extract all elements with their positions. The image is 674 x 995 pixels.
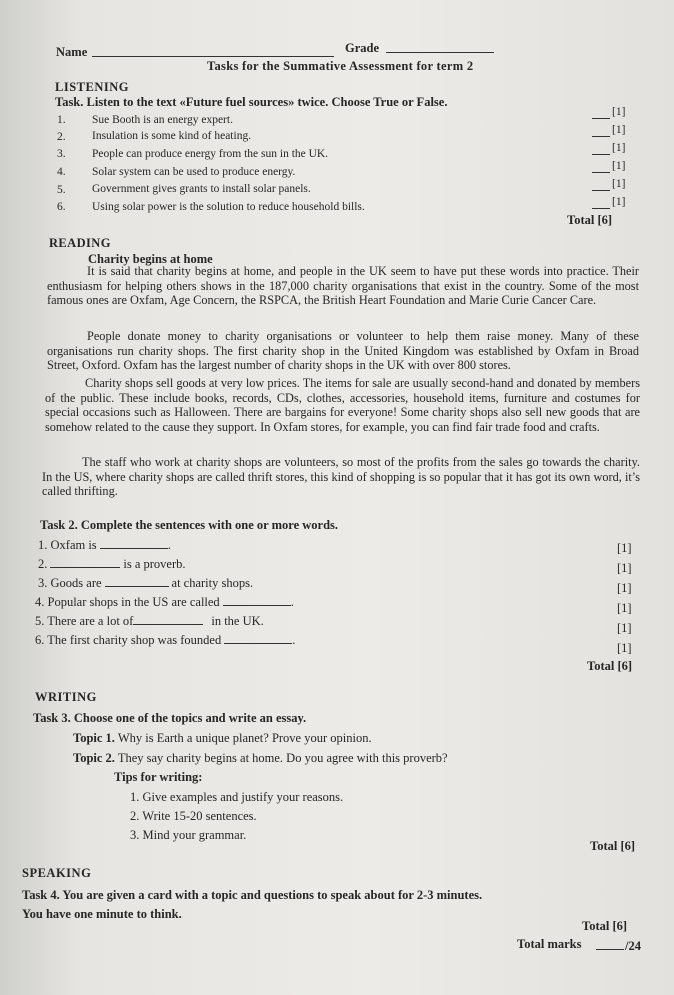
item-number: 2. bbox=[57, 131, 66, 143]
reading-paragraph: People donate money to charity organisations or volunteer to help them raise money. Many of these organisations run charity shops. The first charity shop in the United Kingdom was established by Oxfam in Broad Street, Oxford. Oxfam has the largest number of charity shops in the UK with over 800 stores. bbox=[47, 329, 639, 373]
task2-item: 1. Oxfam is . bbox=[38, 538, 171, 552]
tip-item: 1. Give examples and justify your reasons. bbox=[130, 790, 344, 804]
item-number: 4. bbox=[57, 166, 66, 178]
answer-blank[interactable] bbox=[133, 615, 203, 625]
name-field[interactable] bbox=[92, 44, 334, 57]
speaking-total: Total [6] bbox=[582, 919, 628, 933]
task2-item: 6. The first charity shop was founded . bbox=[35, 633, 296, 647]
answer-blank[interactable] bbox=[592, 142, 610, 155]
writing-task: Task 3. Choose one of the topics and write an essay. bbox=[33, 711, 307, 725]
reading-paragraph: Charity shops sell goods at very low prices. The items for sale are usually second-hand and donated by members of the public. These include books, records, CDs, clothes, accessories, household items, furniture and costumes for special occasions such as Halloween. There are bargains for everyone! Some charity shops also sell new goods that are somehow related to the cause they support. In Oxfam stores, for example, you can find fair trade food and crafts. bbox=[45, 376, 640, 434]
answer-blank[interactable] bbox=[105, 577, 169, 587]
reading-heading: READING bbox=[49, 236, 111, 250]
listening-heading: LISTENING bbox=[55, 80, 129, 94]
page-title: Tasks for the Summative Assessment for term 2 bbox=[207, 59, 474, 73]
mark: [1] bbox=[612, 196, 626, 208]
speaking-heading: SPEAKING bbox=[22, 866, 92, 880]
speaking-task-line1: Task 4. You are given a card with a topic and questions to speak about for 2-3 minutes. bbox=[22, 888, 483, 902]
reading-title: Charity begins at home bbox=[88, 252, 213, 266]
list-item-text: Using solar power is the solution to reduce household bills. bbox=[92, 201, 365, 213]
topic-1: Topic 1. Why is Earth a unique planet? Prove your opinion. bbox=[73, 731, 372, 745]
mark: [1] bbox=[612, 142, 626, 154]
speaking-task-line2: You have one minute to think. bbox=[22, 907, 182, 921]
grade-field[interactable] bbox=[386, 40, 494, 53]
reading-paragraph: The staff who work at charity shops are volunteers, so most of the profits from the sales go towards the charity. In the US, where charity shops are called thrift stores, this kind of shopping is so popular that it has got its own word, it’s called thrifting. bbox=[42, 455, 640, 499]
task2-item: 4. Popular shops in the US are called . bbox=[35, 595, 294, 609]
name-label: Name bbox=[56, 45, 88, 59]
mark: [1] bbox=[612, 178, 626, 190]
task2-total: Total [6] bbox=[587, 659, 633, 673]
answer-blank[interactable] bbox=[592, 160, 610, 173]
tip-item: 3. Mind your grammar. bbox=[130, 828, 247, 842]
item-number: 5. bbox=[57, 184, 66, 196]
list-item-text: People can produce energy from the sun in the UK. bbox=[92, 148, 329, 160]
mark: [1] bbox=[612, 106, 626, 118]
answer-blank[interactable] bbox=[592, 106, 610, 119]
tip-item: 2. Write 15-20 sentences. bbox=[130, 809, 257, 823]
total-marks-label: Total marks bbox=[517, 937, 582, 951]
task2-item: 2. is a proverb. bbox=[38, 557, 186, 571]
mark: [1] bbox=[617, 561, 632, 575]
answer-blank[interactable] bbox=[223, 596, 291, 606]
item-number: 1. bbox=[57, 114, 66, 126]
list-item-text: Sue Booth is an energy expert. bbox=[92, 114, 233, 126]
list-item-text: Solar system can be used to produce energy. bbox=[92, 166, 296, 178]
task2-heading: Task 2. Complete the sentences with one or more words. bbox=[40, 518, 339, 532]
list-item-text: Government gives grants to install solar panels. bbox=[92, 183, 311, 195]
total-marks-field[interactable] bbox=[596, 937, 624, 950]
total-marks-value: /24 bbox=[625, 939, 641, 953]
writing-total: Total [6] bbox=[590, 839, 636, 853]
list-item-text: Insulation is some kind of heating. bbox=[92, 130, 252, 142]
answer-blank[interactable] bbox=[50, 558, 120, 568]
task2-item: 3. Goods are at charity shops. bbox=[38, 576, 254, 590]
answer-blank[interactable] bbox=[100, 539, 168, 549]
task2-item: 5. There are a lot of in the UK. bbox=[35, 614, 264, 628]
item-number: 6. bbox=[57, 201, 66, 213]
item-number: 3. bbox=[57, 148, 66, 160]
grade-label: Grade bbox=[345, 41, 380, 55]
mark: [1] bbox=[617, 541, 632, 555]
topic-2: Topic 2. They say charity begins at home. Do you agree with this proverb? bbox=[73, 751, 448, 765]
list-item bbox=[57, 114, 66, 126]
mark: [1] bbox=[617, 641, 632, 655]
answer-blank[interactable] bbox=[224, 634, 292, 644]
listening-total: Total [6] bbox=[567, 213, 613, 227]
writing-heading: WRITING bbox=[35, 690, 97, 704]
answer-blank[interactable] bbox=[592, 124, 610, 137]
mark: [1] bbox=[612, 160, 626, 172]
mark: [1] bbox=[612, 124, 626, 136]
tips-heading: Tips for writing: bbox=[114, 770, 203, 784]
mark: [1] bbox=[617, 581, 632, 595]
mark: [1] bbox=[617, 601, 632, 615]
answer-blank[interactable] bbox=[592, 178, 610, 191]
mark: [1] bbox=[617, 621, 632, 635]
answer-blank[interactable] bbox=[592, 196, 610, 209]
reading-paragraph: It is said that charity begins at home, and people in the UK seem to have put these words into practice. Their enthusiasm for helping others shows in the 187,000 charity organisations that exist in the country. Some of the most famous ones are Oxfam, Age Concern, the RSPCA, the British Heart Foundation and Marie Curie Cancer Care. bbox=[47, 264, 639, 308]
listening-task: Task. Listen to the text «Future fuel sources» twice. Choose True or False. bbox=[55, 95, 448, 109]
